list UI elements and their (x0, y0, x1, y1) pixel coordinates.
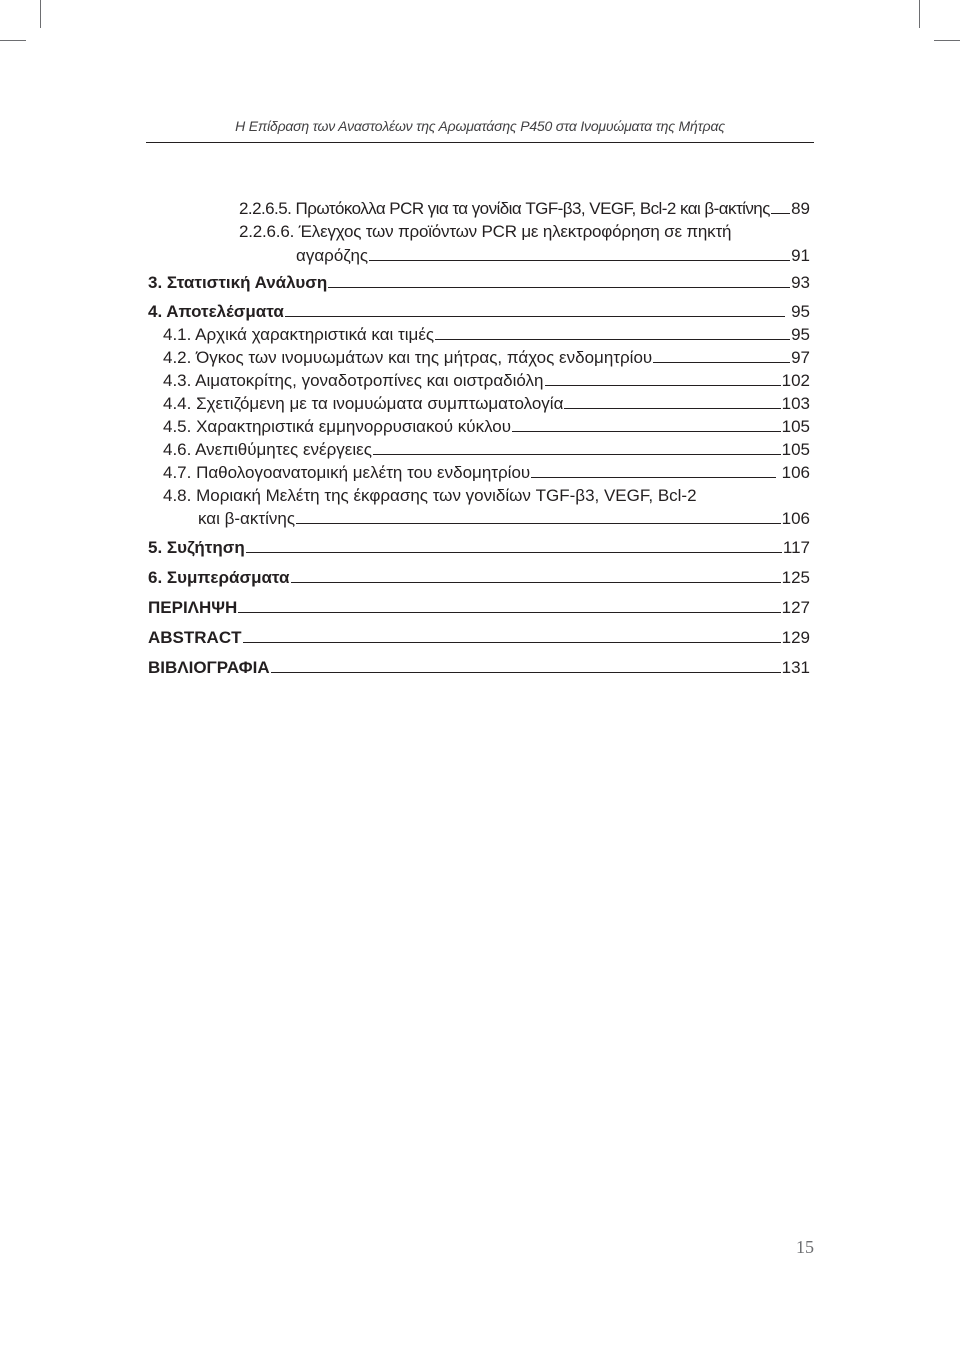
toc-entry (163, 393, 810, 415)
toc-entry-title: 4.2. Όγκος των ινομυωμάτων και της μήτρας, πάχος ενδομητρίου (163, 348, 653, 367)
toc-leader (285, 301, 785, 317)
toc-entry (148, 537, 810, 559)
toc-leader (246, 537, 782, 553)
toc-leader (564, 393, 780, 409)
toc-entry (163, 416, 810, 438)
toc-entry-title: 6. Συμπεράσματα (148, 568, 290, 587)
toc-entry (148, 567, 810, 589)
toc-entry-page: 91 (791, 246, 810, 265)
toc-leader (328, 272, 790, 288)
toc-entry-page: 127 (781, 598, 810, 617)
toc-entry (296, 245, 810, 267)
toc-entry-title: 2.2.6.5. Πρωτόκολλα PCR για τα γονίδια TGF-β3, VEGF, Bcl-2 και β-ακτίνης (239, 199, 770, 218)
toc-entry-title: 4.1. Αρχικά χαρακτηριστικά και τιμές (163, 325, 435, 344)
toc-entry-page: 106 (781, 509, 810, 528)
toc-entry-page: 95 (791, 302, 810, 321)
toc-entry (163, 347, 810, 369)
toc-leader (243, 627, 781, 643)
toc-leader (296, 508, 781, 524)
toc-entry-title: 4.6. Ανεπιθύμητες ενέργειες (163, 440, 372, 459)
crop-mark (0, 40, 26, 41)
crop-mark (934, 40, 960, 41)
toc-leader (512, 416, 781, 432)
running-header: Η Επίδραση των Αναστολέων της Αρωματάσης P450 στα Ινομυώματα της Μήτρας (235, 118, 725, 134)
toc-leader (545, 370, 781, 386)
toc-entry-line: 2.2.6.6. Έλεγχος των προϊόντων PCR με ηλεκτροφόρηση σε πηκτή (239, 222, 732, 241)
toc-entry (198, 508, 810, 530)
toc-entry (239, 198, 810, 220)
toc-entry-page: 93 (791, 273, 810, 292)
toc-entry-page: 105 (781, 417, 810, 436)
toc-entry (148, 272, 810, 294)
toc-entry-page: 102 (781, 371, 810, 390)
toc-entry-page: 131 (781, 658, 810, 677)
toc-entry-title: ABSTRACT (148, 628, 242, 647)
toc-entry-page: 97 (791, 348, 810, 367)
toc-entry-page: 89 (791, 199, 810, 218)
toc-entry-page: 117 (782, 538, 810, 557)
toc-entry (148, 627, 810, 649)
toc-entry-title: 3. Στατιστική Ανάλυση (148, 273, 328, 292)
toc-leader (291, 567, 781, 583)
toc-entry-title: αγαρόζης (296, 246, 369, 265)
toc-entry (163, 370, 810, 392)
toc-entry-title: 4.4. Σχετιζόμενη με τα ινομυώματα συμπτωματολογία (163, 394, 564, 413)
table-of-contents (146, 0, 814, 720)
toc-entry-title: και β-ακτίνης (198, 509, 296, 528)
crop-mark (919, 0, 920, 28)
toc-leader (771, 198, 790, 214)
toc-entry-title: ΠΕΡΙΛΗΨΗ (148, 598, 238, 617)
toc-entry (163, 439, 810, 461)
toc-leader (373, 439, 781, 455)
toc-entry-line: 4.8. Μοριακή Μελέτη της έκφρασης των γονιδίων TGF-β3, VEGF, Bcl-2 (163, 486, 697, 505)
toc-entry-page: 105 (781, 440, 810, 459)
page-number: 15 (796, 1237, 814, 1257)
toc-entry-page: 129 (781, 628, 810, 647)
toc-leader (435, 324, 790, 340)
toc-entry-title: 4.3. Αιματοκρίτης, γοναδοτροπίνες και οιστραδιόλη (163, 371, 544, 390)
toc-leader (238, 597, 780, 613)
toc-entry-title: 4. Αποτελέσματα (148, 302, 284, 321)
toc-entry-page: 95 (791, 325, 810, 344)
toc-entry (148, 657, 810, 679)
toc-entry-title: 4.5. Χαρακτηριστικά εμμηνορρυσιακού κύκλου (163, 417, 512, 436)
toc-entry (163, 462, 810, 484)
toc-leader (531, 462, 775, 478)
toc-leader (653, 347, 790, 363)
toc-entry-title: 5. Συζήτηση (148, 538, 245, 557)
toc-entry (148, 301, 810, 323)
toc-entry-title: 4.7. Παθολογοανατομική μελέτη του ενδομητρίου (163, 463, 531, 482)
toc-entry (148, 597, 810, 619)
toc-entry-title: ΒΙΒΛΙΟΓΡΑΦΙΑ (148, 658, 270, 677)
toc-entry-page: 125 (781, 568, 810, 587)
crop-mark (40, 0, 41, 28)
toc-entry-page: 106 (781, 463, 810, 482)
toc-entry-page: 103 (781, 394, 810, 413)
toc-entry (163, 324, 810, 346)
toc-leader (369, 245, 790, 261)
toc-leader (271, 657, 781, 673)
